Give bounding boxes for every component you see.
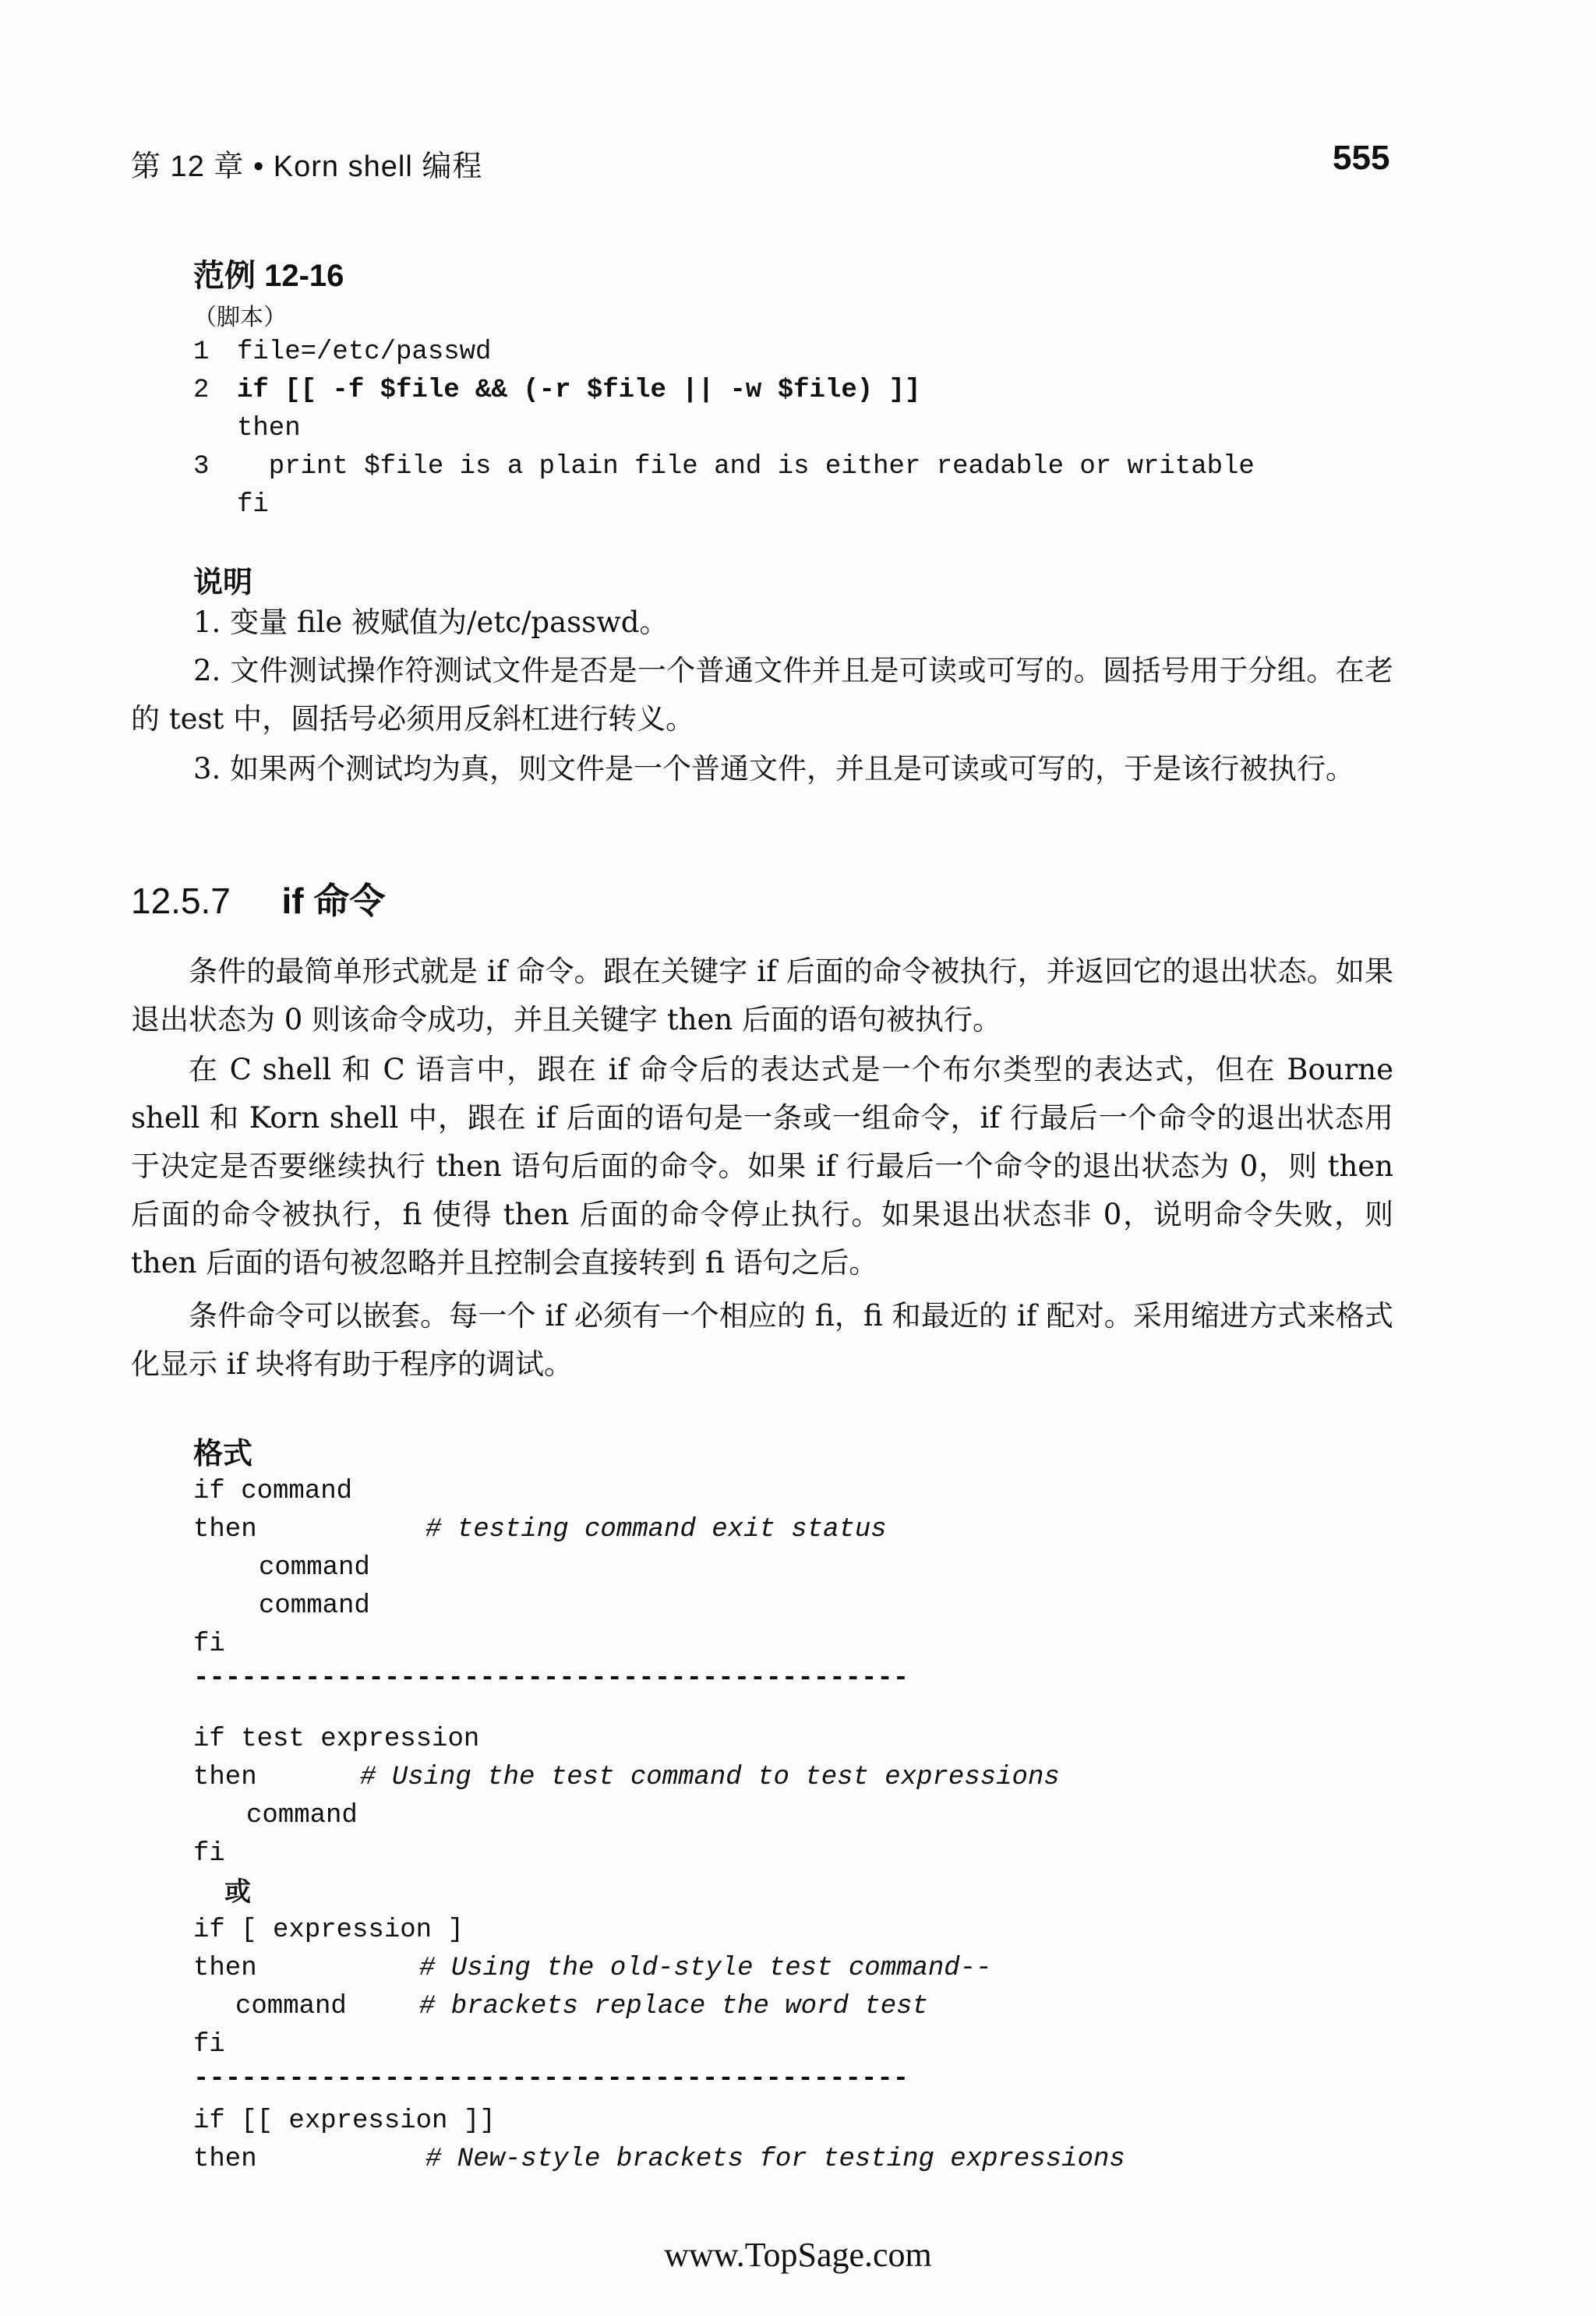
body-paragraph: 条件命令可以嵌套。每一个 if 必须有一个相应的 fi，fi 和最近的 if 配对。采用缩进方式来格式化显示 if 块将有助于程序的调试。 bbox=[131, 1299, 1393, 1381]
format-label: 格式 bbox=[193, 1438, 253, 1470]
line-number: 1 bbox=[193, 337, 210, 367]
code-line: then bbox=[193, 1515, 257, 1545]
running-header: 第 12 章 • Korn shell 编程 bbox=[131, 150, 483, 183]
code-line: if test expression bbox=[193, 1725, 480, 1754]
explanation-label: 说明 bbox=[193, 567, 253, 599]
code-comment: # brackets replace the word test bbox=[419, 1992, 928, 2021]
code-line: fi bbox=[193, 1839, 225, 1869]
code-line: command bbox=[259, 1591, 370, 1621]
code-line: then bbox=[237, 414, 301, 443]
section-title: if 命令 bbox=[281, 881, 386, 921]
format-code bbox=[193, 1473, 1440, 2174]
code-line: file=/etc/passwd bbox=[237, 337, 492, 367]
code-comment: # testing command exit status bbox=[425, 1515, 887, 1545]
code-line: if [ expression ] bbox=[193, 1915, 464, 1945]
separator-line: --------------------------------------------- bbox=[193, 2064, 909, 2094]
example-title: 范例 12-16 bbox=[193, 259, 344, 293]
code-line: fi bbox=[193, 2030, 225, 2060]
code-line: then bbox=[193, 1763, 257, 1792]
code-line: command bbox=[235, 1992, 347, 2021]
code-comment: # Using the test command to test expressions bbox=[360, 1763, 1060, 1792]
example-subtitle: （脚本） bbox=[193, 304, 287, 331]
line-number: 2 bbox=[193, 376, 210, 405]
explanation-item: 2. 文件测试操作符测试文件是否是一个普通文件并且是可读或可写的。圆括号用于分组。在老的 test 中，圆括号必须用反斜杠进行转义。 bbox=[131, 654, 1393, 736]
separator-line: --------------------------------------------- bbox=[193, 1664, 909, 1693]
explanation-item: 3. 如果两个测试均为真，则文件是一个普通文件，并且是可读或可写的，于是该行被执行。 bbox=[193, 752, 1355, 786]
line-number: 3 bbox=[193, 452, 210, 482]
code-line: then bbox=[193, 2145, 257, 2174]
explanation-item: 1. 变量 file 被赋值为/etc/passwd。 bbox=[193, 605, 669, 639]
code-comment: # Using the old-style test command-- bbox=[419, 1954, 992, 1983]
code-line: then bbox=[193, 1954, 257, 1983]
page-number: 555 bbox=[1333, 139, 1390, 177]
code-line: if command bbox=[193, 1477, 353, 1506]
code-line: command bbox=[246, 1801, 358, 1831]
body-paragraph: 在 C shell 和 C 语言中，跟在 if 命令后的表达式是一个布尔类型的表达式，但在 Bourne shell 和 Korn shell 中，跟在 if 后面的语句是一条或一组命令，if 行最后一个命令的退出状态用于决定是否要继续执行 then 语句后面的命令。如果 if 行最后一个命令的退出状态为 0，则 then 后面的命令被执行，fi 使得 then 后面的命令停止执行。如果退出状态非 0，说明命令失败，则 then 后面的语句被忽略并且控制会直接转到 fi 语句之后。 bbox=[131, 1053, 1393, 1280]
code-line: command bbox=[259, 1553, 370, 1583]
section-number: 12.5.7 bbox=[131, 881, 231, 921]
code-line: fi bbox=[237, 490, 269, 520]
body-paragraph: 条件的最简单形式就是 if 命令。跟在关键字 if 后面的命令被执行，并返回它的退出状态。如果退出状态为 0 则该命令成功，并且关键字 then 后面的语句被执行。 bbox=[131, 955, 1393, 1036]
footer-url: www.TopSage.com bbox=[664, 2236, 932, 2274]
code-line: if [[ -f $file && (-r $file || -w $file) ]] bbox=[237, 376, 921, 405]
code-line: fi bbox=[193, 1629, 225, 1659]
code-comment: # New-style brackets for testing expressions bbox=[425, 2145, 1125, 2174]
section-heading bbox=[131, 873, 385, 924]
or-label: 或 bbox=[224, 1876, 251, 1908]
code-line: if [[ expression ]] bbox=[193, 2106, 496, 2136]
code-line: print $file is a plain file and is either readable or writable bbox=[237, 452, 1255, 482]
